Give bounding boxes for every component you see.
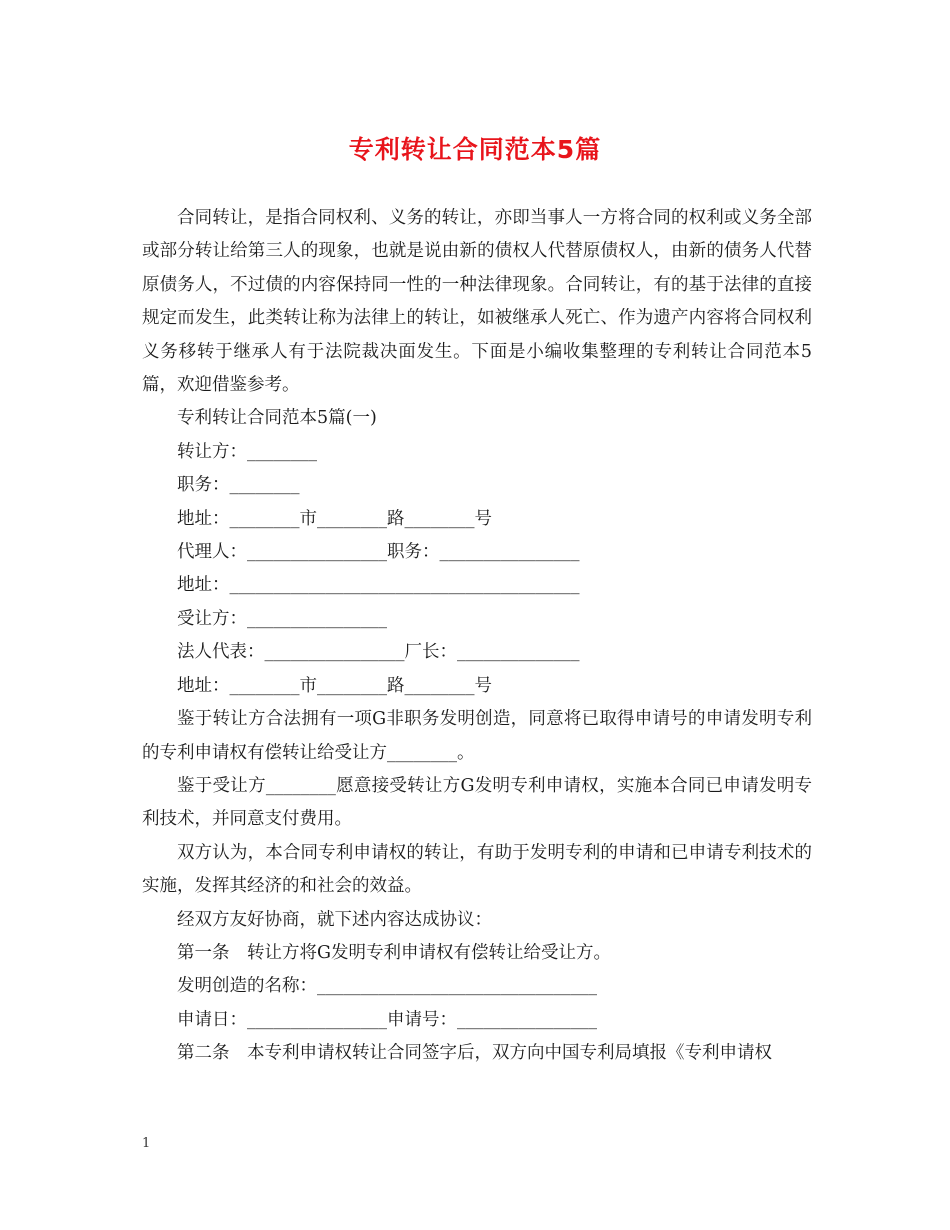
paragraph-agent: 代理人：________________职务：________________ (177, 542, 580, 563)
paragraph-recital: 鉴于转让方合法拥有一项G非职务发明创造，同意将已取得申请号的申请发明专利的专利申请权有偿转让给受让方________。 (142, 709, 812, 763)
paragraph-intro: 合同转让，是指合同权利、义务的转让，亦即当事人一方将合同的权利或义务全部或部分转让给第三人的现象，也就是说由新的债权人代替原债权人，由新的债务人代替原债务人，不过债的内容保持同一性的一种法律现象。合同转让，有的基于法律的直接规定而发生，此类转让称为法律上的转让，如被继承人死亡、作为遗产内容将合同权利义务移转于继承人有于法院裁决面发生。下面是小编收集整理的专利转让合同范本5篇，欢迎借鉴参考。 (142, 208, 812, 396)
document-body (142, 202, 812, 1071)
paragraph-recital: 鉴于受让方________愿意接受转让方G发明专利申请权，实施本合同已申请发明专利技术，并同意支付费用。 (142, 775, 812, 830)
paragraph-application-date: 申请日：________________申请号：________________ (177, 1009, 597, 1030)
document-title: 专利转让合同范本5篇 (348, 135, 602, 164)
paragraph-recital: 双方认为，本合同专利申请权的转让，有助于发明专利的申请和已申请专利技术的实施，发挥其经济的和社会的效益。 (142, 842, 812, 897)
page-number: 1 (142, 1136, 151, 1151)
paragraph-address: 地址：________________________________________ (177, 575, 580, 596)
paragraph-invention-name: 发明创造的名称：________________________________ (177, 976, 597, 997)
paragraph-transferee: 受让方：________________ (177, 608, 387, 629)
paragraph-legal-rep: 法人代表：________________厂长：______________ (177, 642, 580, 663)
paragraph-article-1: 第一条 转让方将G发明专利申请权有偿转让给受让方。 (177, 942, 611, 963)
paragraph-transferor: 转让方：________ (177, 441, 317, 462)
paragraph-position: 职务：________ (177, 475, 300, 496)
paragraph-section-heading: 专利转让合同范本5篇(一) (177, 408, 377, 429)
paragraph-article-2: 第二条 本专利申请权转让合同签字后，双方向中国专利局填报《专利申请权 (177, 1043, 772, 1064)
paragraph-address: 地址：________市________路________号 (177, 675, 492, 696)
paragraph-recital: 经双方友好协商，就下述内容达成协议： (177, 909, 492, 930)
paragraph-address: 地址：________市________路________号 (177, 508, 492, 529)
